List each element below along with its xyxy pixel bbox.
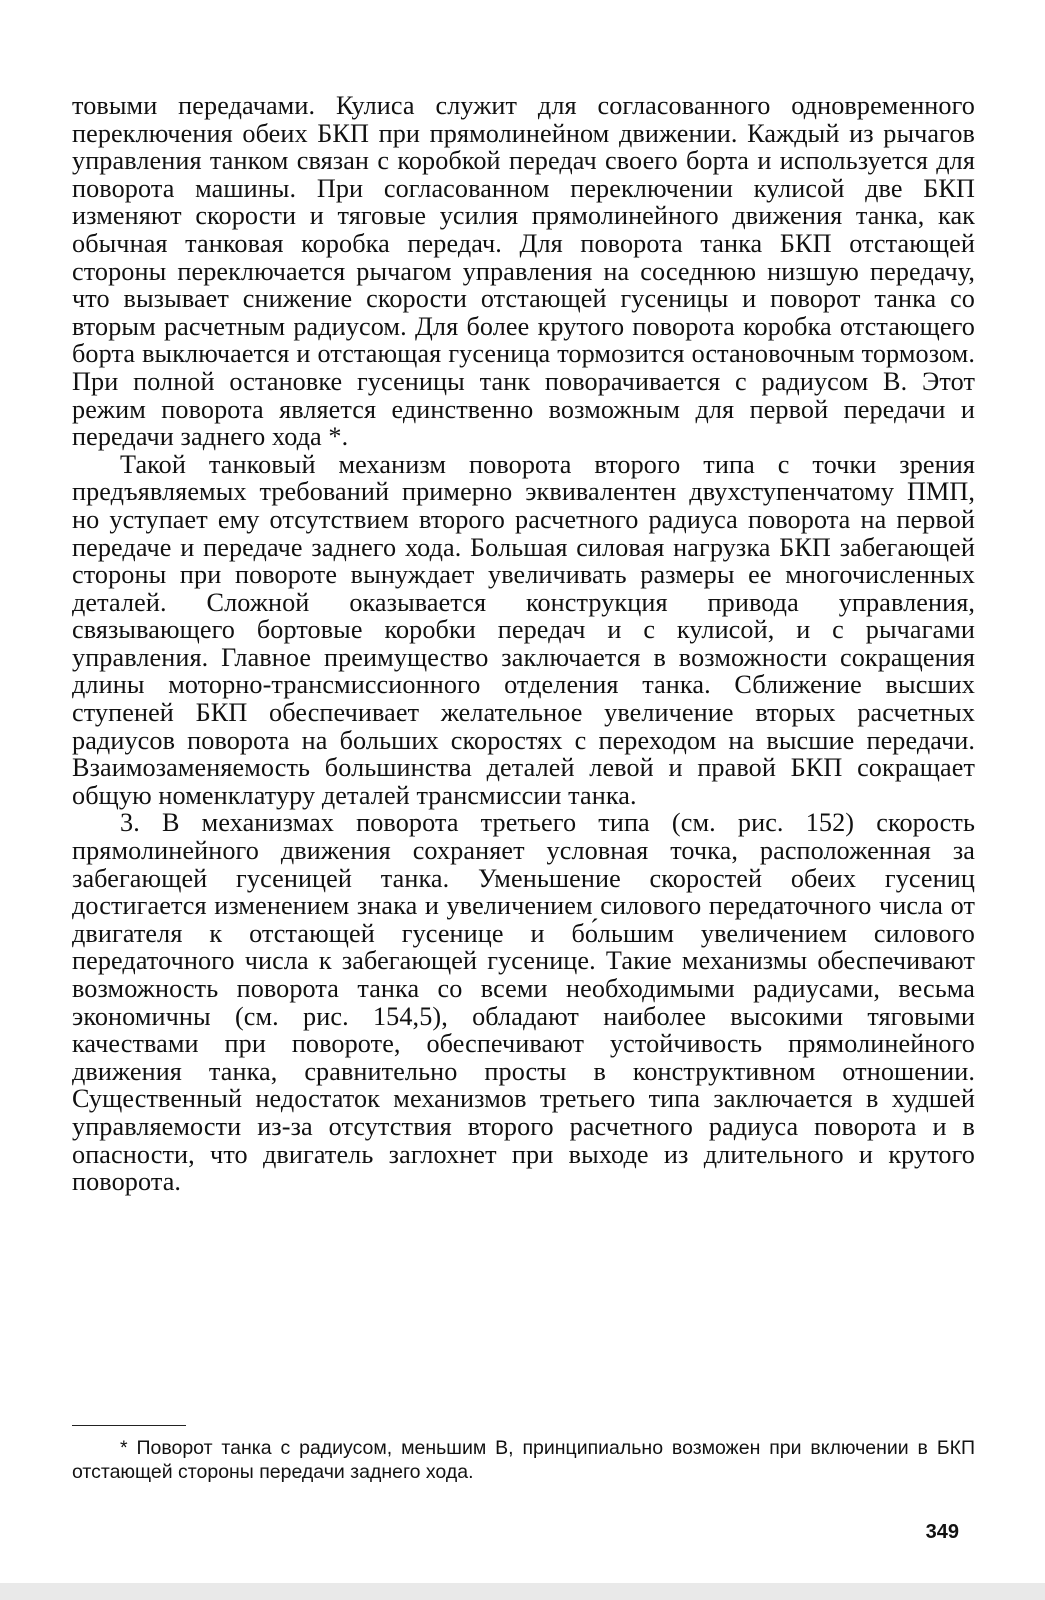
paragraph-second-type: Такой танковый механизм поворота второго типа с точки зрения предъявляемых требований примерно эквивалентен двухступенчатому ПМП, но уступает ему отсутствием второго расчетного радиуса поворота на первой передаче и передаче заднего хода. Большая силовая нагрузка БКП забегающей стороны при повороте вынуждает увеличивать размеры ее многочисленных деталей. Сложной оказывается конструкция привода управления, связывающего бортовые коробки передач и с кулисой, и с рычагами управления. Главное преимущество заключается в возможности сокращения длины моторно-трансмиссионного отделения танка. Сближение высших ступеней БКП обеспечивает желательное увеличение вторых расчетных радиусов поворота на больших скоростях с переходом на высшие передачи. Взаимозаменяемость большинства деталей левой и правой БКП сокращает общую номенклатуру деталей трансмиссии танка. bbox=[72, 449, 975, 810]
footnote-divider bbox=[72, 1425, 186, 1426]
paragraph-third-type: 3. В механизмах поворота третьего типа (см. рис. 152) скорость прямолинейного движения сохраняет условная точка, расположенная за забегающей гусеницей танка. Уменьшение скоростей обеих гусениц достигается изменением знака и увеличением силового передаточного числа от двигателя к отстающей гусенице и бо́льшим увеличением силового передаточного числа к забегающей гусенице. Такие механизмы обеспечивают возможность поворота танка со всеми необходимыми радиусами, весьма экономичны (см. рис. 154,5), обладают наиболее высокими тяговыми качествами при повороте, обеспечивают устойчивость прямолинейного движения танка, сравнительно просты в конструктивном отношении. Существенный недостаток механизмов третьего типа заключается в худшей управляемости из-за отсутствия второго расчетного радиуса поворота и в опасности, что двигатель заглохнет при выходе из длительного и крутого поворота. bbox=[72, 808, 975, 1197]
footnote: * Поворот танка с радиусом, меньшим В, принципиально возможен при включении в БКП отстающей стороны передачи заднего хода. bbox=[72, 1437, 975, 1483]
paragraph-continuation: товыми передачами. Кулиса служит для согласованного одновременного переключения обеих БКП при прямолинейном движении. Каждый из рычагов управления танком связан с коробкой передач своего борта и используется для поворота машины. При согласованном переключении кулисой две БКП изменяют скорости и тяговые усилия прямолинейного движения танка, как обычная танковая коробка передач. Для поворота танка БКП отстающей стороны переключается рычагом управления на соседнюю низшую передачу, что вызывает снижение скорости отстающей гусеницы и поворот танка со вторым расчетным радиусом. Для более крутого поворота коробка отстающего борта выключается и отстающая гусеница тормозится остановочным тормозом. При полной остановке гусеницы танк поворачивается с радиусом В. Этот режим поворота является единственно возможным для первой передачи и передачи заднего хода *. bbox=[72, 91, 975, 452]
body-text bbox=[72, 92, 975, 1196]
scan-bottom-edge bbox=[0, 1583, 1045, 1600]
page-number: 349 bbox=[925, 1521, 959, 1543]
